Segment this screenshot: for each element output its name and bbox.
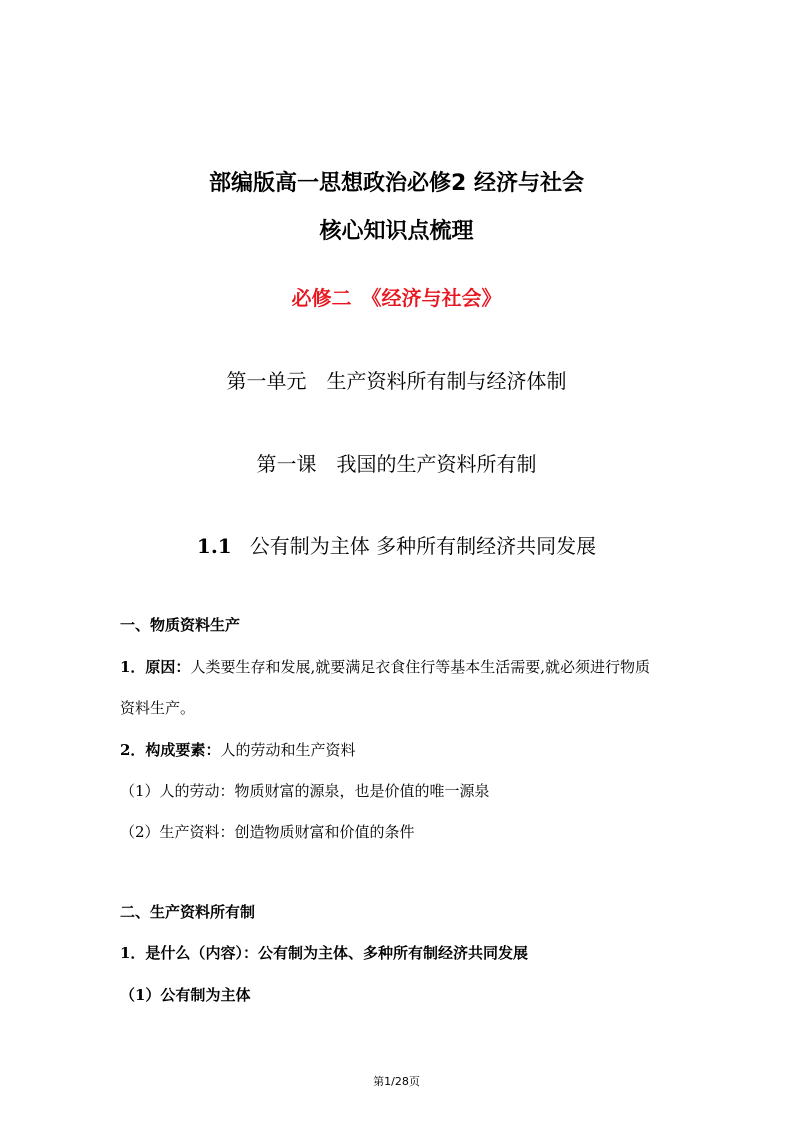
part1-item2-label: 2．构成要素： [120,741,221,759]
section-title: 公有制为主体 多种所有制经济共同发展 [249,534,597,558]
unit-heading: 第一单元 生产资料所有制与经济体制 [226,369,567,393]
part2-heading: 二、生产资料所有制 [120,903,256,921]
document-title-line2: 核心知识点梳理 [319,219,474,244]
part1-item2-text: 人的劳动和生产资料 [220,741,356,759]
part2-sub1: （1）公有制为主体 [120,986,251,1004]
document-title-line1: 部编版高一思想政治必修2 经济与社会 [209,171,584,196]
part1-sub2: （2）生产资料：创造物质财富和价值的条件 [120,823,415,841]
part2-item1: 1．是什么（内容）：公有制为主体、多种所有制经济共同发展 [120,944,528,962]
part1-item2 [120,739,355,761]
part1-item1-label: 1．原因： [120,658,191,676]
book-title: 必修二 《经济与社会》 [291,286,502,310]
section-heading [0,531,793,561]
page-number: 第1/28页 [373,1075,420,1088]
part1-item1-text: 人类要生存和发展,就要满足衣食住行等基本生活需要,就必须进行物质 [190,658,650,676]
part1-heading: 一、物质资料生产 [120,616,241,634]
part1-sub1: （1）人的劳动：物质财富的源泉，也是价值的唯一源泉 [120,782,490,800]
part1-item1-continued: 资料生产。 [120,699,196,717]
part1-item1 [120,656,650,678]
lesson-heading: 第一课 我国的生产资料所有制 [256,452,537,476]
section-number: 1.1 [196,534,232,558]
